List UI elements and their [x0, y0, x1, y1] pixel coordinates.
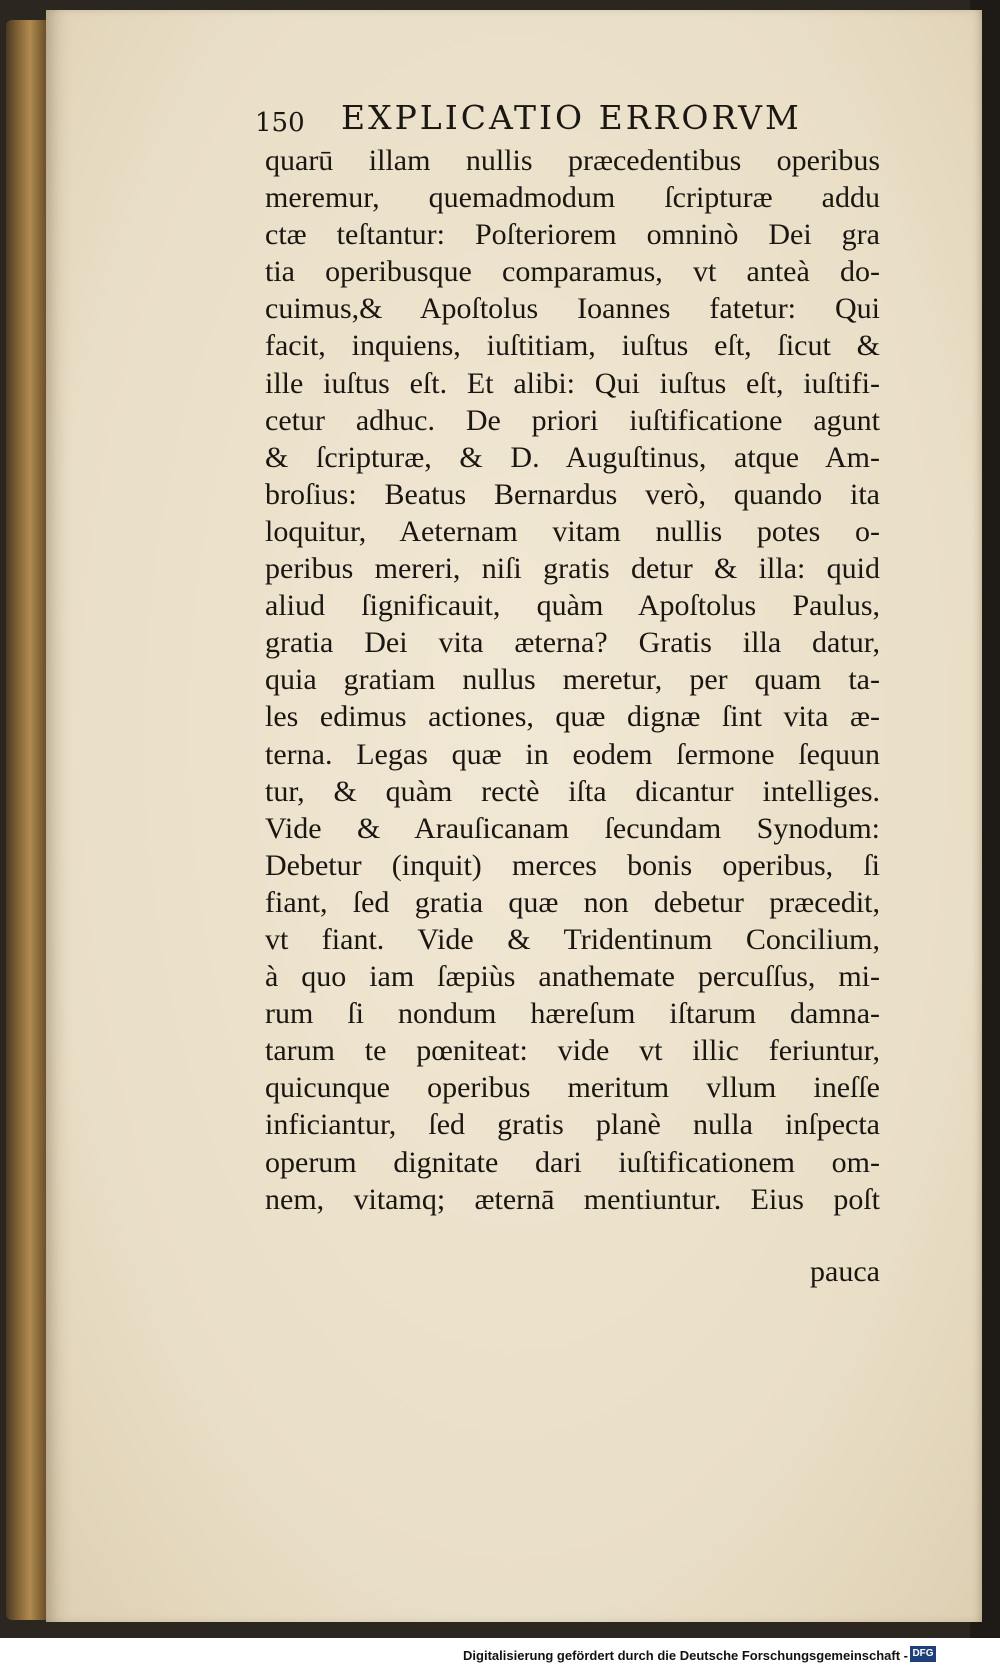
running-title: EXPLICATIO ERRORVM — [341, 98, 802, 137]
text-line: à quo iam ſæpiùs anathemate percuſſus, mi- — [265, 960, 880, 994]
text-line: fiant, ſed gratia quæ non debetur præcedit, — [265, 885, 880, 919]
funding-notice: Digitalisierung gefördert durch die Deutsche Forschungsgemeinschaft - — [463, 1648, 908, 1663]
text-line: aliud ſignificauit, quàm Apoſtolus Paulus, — [265, 589, 880, 623]
text-line: tia operibusque comparamus, vt anteà do- — [265, 255, 880, 289]
text-line: les edimus actiones, quæ dignæ ſint vita æ- — [265, 700, 880, 734]
page-number: 150 — [255, 108, 305, 138]
text-line: cuimus,& Apoſtolus Ioannes fatetur: Qui — [265, 292, 880, 326]
dfg-logo: DFG — [910, 1646, 936, 1662]
text-line: meremur, quemadmodum ſcripturæ addu — [265, 181, 880, 215]
text-line: cetur adhuc. De priori iuſtificatione agunt — [265, 403, 880, 437]
text-line: facit, inquiens, iuſtitiam, iuſtus eſt, ſicut & — [265, 329, 880, 363]
footer-bar — [0, 1638, 1000, 1671]
body-text — [265, 142, 880, 1218]
text-line: nem, vitamq; æternā mentiuntur. Eius poſt — [265, 1182, 880, 1216]
book-cover-edge — [6, 20, 46, 1620]
text-line: inficiantur, ſed gratis planè nulla inſpecta — [265, 1108, 880, 1142]
text-line: tarum te pœniteat: vide vt illic feriuntur, — [265, 1034, 880, 1068]
text-line: vt fiant. Vide & Tridentinum Concilium, — [265, 922, 880, 956]
text-line: quicunque operibus meritum vllum ineſſe — [265, 1071, 880, 1105]
text-line: loquitur, Aeternam vitam nullis potes o- — [265, 514, 880, 548]
text-line: terna. Legas quæ in eodem ſermone ſequun — [265, 737, 880, 771]
text-line: quarū illam nullis præcedentibus operibus — [265, 144, 880, 177]
text-line: operum dignitate dari iuſtificationem om- — [265, 1145, 880, 1179]
text-line: ctæ teſtantur: Poſteriorem omninò Dei gra — [265, 218, 880, 252]
text-line: broſius: Beatus Bernardus verò, quando ita — [265, 477, 880, 511]
catchword: pauca — [810, 1255, 880, 1288]
page-header — [255, 98, 895, 146]
text-line: gratia Dei vita æterna? Gratis illa datur, — [265, 626, 880, 660]
text-line: Debetur (inquit) merces bonis operibus, ſi — [265, 848, 880, 882]
text-line: quia gratiam nullus meretur, per quam ta- — [265, 663, 880, 697]
text-line: Vide & Arauſicanam ſecundam Synodum: — [265, 811, 880, 845]
text-line: & ſcripturæ, & D. Auguſtinus, atque Am- — [265, 440, 880, 474]
text-line: rum ſi nondum hæreſum iſtarum damna- — [265, 997, 880, 1031]
text-line: tur, & quàm rectè iſta dicantur intelliges. — [265, 774, 880, 808]
text-line: peribus mereri, niſi gratis detur & illa: quid — [265, 552, 880, 586]
text-line: ille iuſtus eſt. Et alibi: Qui iuſtus eſt, iuſtifi- — [265, 366, 880, 400]
